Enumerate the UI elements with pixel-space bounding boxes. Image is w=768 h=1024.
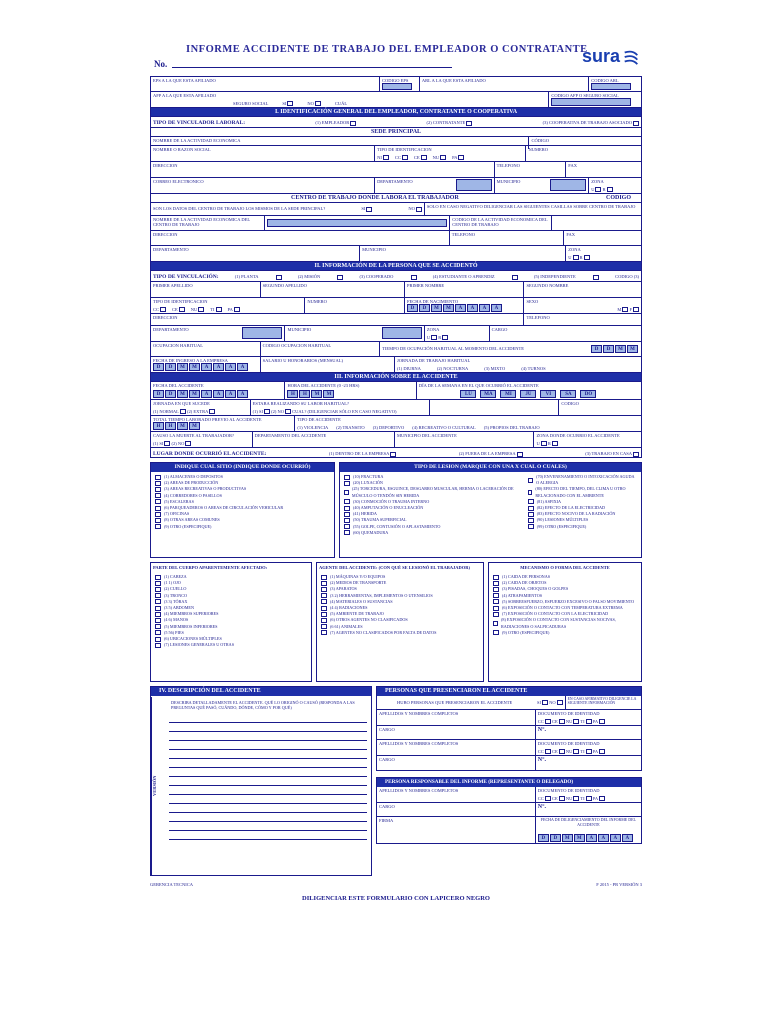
option-checkbox[interactable] [155,481,161,486]
option-checkbox[interactable] [155,630,161,635]
empleador-checkbox[interactable] [350,121,356,126]
list-item: (10) FRACTURA [344,474,520,480]
list-item: (6) UBICACIONES MÚLTIPLES [155,636,307,642]
option-checkbox[interactable] [321,599,327,604]
writing-line[interactable] [169,750,367,759]
writing-line[interactable] [169,714,367,723]
option-checkbox[interactable] [344,524,350,529]
list-item: (4 6) MANOS [155,617,307,623]
writing-line[interactable] [169,822,367,831]
option-checkbox[interactable] [155,593,161,598]
list-item: (83) EFECTO NOCIVO DE LA RADIACIÓN [528,511,637,517]
option-checkbox[interactable] [155,506,161,511]
lesion-list-2 [524,472,641,538]
writing-line[interactable] [169,804,367,813]
sura-logo-icon [622,48,640,66]
sede-principal-header: SEDE PRINCIPAL [150,128,642,137]
option-checkbox[interactable] [344,490,349,495]
header [150,40,642,76]
list-item: (6 61) ANIMALES [321,624,479,630]
option-checkbox[interactable] [155,524,161,529]
list-item: (80) EFECTO DEL TIEMPO, DEL CLIMA U OTRO RELACIONADO CON EL AMBIENTE [528,486,637,498]
lesion-header: TIPO DE LESION (MARQUE CON UNA X CUAL O CUALES) [340,463,641,472]
list-item: (55) GOLPE, CONTUSIÓN O APLASTAMIENTO [344,524,520,530]
list-item: (1) ALMACENES O DEPOSITOS [155,474,330,480]
list-item: (3 2) HERRAMIENTAS, IMPLEMENTOS O UTENSILIOS [321,593,479,599]
option-checkbox[interactable] [344,518,350,523]
list-item: (1) MÁQUINAS Y/O EQUIPOS [321,574,479,580]
list-item: (9) OTRO (ESPECIFIQUE) [493,630,637,636]
mecanismo-list [489,572,641,638]
list-item: (3 3) TÓRAX [155,599,307,605]
list-item: (7) EXPOSICIÓN O CONTACTO CON LA ELECTRICIDAD [493,611,637,617]
option-checkbox[interactable] [155,475,161,480]
eps-row: EPS A LA QUE ESTA AFILIADO CODIGO EPS ARL A LA QUE ESTA AFILIADO CODIGO ARL [150,76,642,92]
option-checkbox[interactable] [493,621,498,626]
footer-note: DILIGENCIAR ESTE FORMULARIO CON LAPICERO NEGRO [302,895,490,902]
cooperativa-checkbox[interactable] [633,121,639,126]
option-checkbox[interactable] [344,506,350,511]
option-checkbox[interactable] [493,587,499,592]
list-item: (5) MIEMBROS INFERIORES [155,624,307,630]
cod-eps-field[interactable] [382,83,412,90]
list-item: (1) CAIDA DE PERSONAS [493,574,637,580]
option-checkbox[interactable] [528,499,534,504]
option-checkbox[interactable] [493,581,499,586]
option-checkbox[interactable] [155,599,161,604]
option-checkbox[interactable] [493,630,499,635]
agente-list [317,572,483,638]
option-checkbox[interactable] [321,618,327,623]
writing-line[interactable] [169,723,367,732]
option-checkbox[interactable] [493,593,499,598]
list-item: (99) OTRO (ESPECIFIQUE) [528,524,637,530]
option-checkbox[interactable] [321,630,327,635]
list-item: (8) EXPOSICIÓN O CONTACTO CON SUSTANCIAS NOCIVAS, RADIACIONES O SALPICADURAS [493,617,637,629]
list-item: (3) AREAS RECREATIVAS O PRODUCTIVAS [155,486,330,492]
list-item: (5) AMBIENTE DE TRABAJO [321,611,479,617]
form-number-label: No. [154,59,168,69]
list-item: (3) APARATOS [321,586,479,592]
afp-row: AFP A LA QUE ESTA AFILIADO SEGURO SOCIAL SI NO CUÁL CODIGO AFP O SEGURO SOCIAL [150,92,642,108]
list-item: (7) LESIONES GENERALES U OTRAS [155,642,307,648]
writing-line[interactable] [169,741,367,750]
list-item: (82) EFECTO DE LA ELECTRICIDAD [528,505,637,511]
tipo-vinculador-row: TIPO DE VINCULADOR LABORAL: (1) EMPLEADOR (2) CONTRATANTE (3) COOPERATIVA DE TRABAJO ASOCIADO [150,117,642,128]
list-item: (41) HERIDA [344,511,520,517]
writing-line[interactable] [169,786,367,795]
writing-line[interactable] [169,732,367,741]
sura-logo: sura [582,46,640,67]
option-checkbox[interactable] [321,612,327,617]
list-item: (5) SOBREESFUERZO, ESFUERZO EXCESIVO O FALSO MOVIMIENTO [493,599,637,605]
option-checkbox[interactable] [321,593,327,598]
contratante-checkbox[interactable] [466,121,472,126]
option-checkbox[interactable] [155,499,161,504]
section-4-header: IV. DESCRIPCIÓN DEL ACCIDENTE [151,687,371,696]
list-item: (70) ENVENENAMIENTO O INTOXICACIÓN AGUDA O ALERGIA [528,474,637,486]
depto-field[interactable] [456,179,492,191]
form-number-line [172,67,452,68]
sitio-header: INDIQUE CUAL SITIO (INDIQUE DONDE OCURRIÓ) [151,463,334,472]
form-title: INFORME ACCIDENTE DE TRABAJO DEL EMPLEADOR O CONTRATANTE [186,44,588,55]
option-checkbox[interactable] [528,512,534,517]
option-checkbox[interactable] [155,624,161,629]
option-checkbox[interactable] [155,587,161,592]
personas-header: PERSONAS QUE PRESENCIARON EL ACCIDENTE [377,687,641,696]
writing-line[interactable] [169,813,367,822]
list-item: (2) CUELLO [155,586,307,592]
list-item: (1 1) OJO [155,580,307,586]
list-item: (40) AMPUTACIÓN O ENUCLEACIÓN [344,505,520,511]
list-item: (1) CABEZA [155,574,307,580]
option-checkbox[interactable] [493,575,499,580]
option-checkbox[interactable] [344,475,350,480]
list-item: (3) TRONCO [155,593,307,599]
option-checkbox[interactable] [528,524,534,529]
list-item: (6) EXPOSICIÓN O CONTACTO CON TEMPERATURA EXTREMA [493,605,637,611]
list-item: (60) QUEMADURA [344,530,520,536]
option-checkbox[interactable] [155,575,161,580]
list-item: (6) OTROS AGENTES NO CLASIFICADOS [321,617,479,623]
option-checkbox[interactable] [155,612,161,617]
cod-afp-field[interactable] [551,98,631,106]
option-checkbox[interactable] [321,606,327,611]
section-3-header: III. INFORMACIÓN SOBRE EL ACCIDENTE [150,373,642,382]
option-checkbox[interactable] [155,487,161,492]
option-checkbox[interactable] [528,490,533,495]
option-checkbox[interactable] [344,499,350,504]
description-lines[interactable] [151,714,371,840]
option-checkbox[interactable] [344,530,350,535]
lesion-list [340,472,524,538]
option-checkbox[interactable] [155,581,161,586]
list-item: (4) ATRAPAMIENTOS [493,593,637,599]
writing-line[interactable] [169,777,367,786]
list-item: (30) CONMOCIÓN O TRAUMA INTERNO [344,499,520,505]
list-item: (2) MEDIOS DE TRANSPORTE [321,580,479,586]
list-item: (8) OTRAS AREAS COMUNES [155,517,330,523]
option-checkbox[interactable] [155,512,161,517]
option-checkbox[interactable] [528,478,533,483]
list-item: (50) TRAUMA SUPERFICIAL [344,517,520,523]
section-2-header: II. INFORMACIÓN DE LA PERSONA QUE SE ACCIDENTÓ [150,262,642,271]
writing-line[interactable] [169,759,367,768]
list-item: (4) CORREDORES O PASILLOS [155,493,330,499]
list-item: (20) LUXACIÓN [344,480,520,486]
ss-si-checkbox[interactable] [287,101,293,106]
option-checkbox[interactable] [155,643,161,648]
writing-line[interactable] [169,768,367,777]
option-checkbox[interactable] [493,606,499,611]
descripcion-block: IV. DESCRIPCIÓN DEL ACCIDENTE DESCRIBA DETALLADAMENTE EL ACCIDENTE. QUÉ LO ORIGINÓ O CAUSÓ (RESPONDA A LAS PREGUNTAS QUÉ PASÓ, CUÁNDO, DÓNDE, CÓMO Y POR QUÉ) VERSIÓN PERSONAS QUE PRESENCIARON EL ACCIDENTE HUBO PERSONAS QUE PRESENCIARON EL ACCIDENTE SI NO EN CASO AFIRMATIVO DILIGENCIE LA SIGUIENTE INFORMACIÓN APELLIDOS Y NOMBRES COMPLETOS DOCUMENTO DE IDENTIDAD CC CE NU TI PA CARGO N°. APELLIDOS Y NOMBRES COMPLETOS DOCUMENTO DE IDENTIDAD CC CE NU TI PA CARGO N°. PERSONA RESPONSABLE DEL INFORME (REPRESENTANTE O DELEGADO) APELLIDOS Y NOMBRES COMPLETOS DOCUMENTO DE IDENTIDAD CC CE NU TI PA CARGO N°. FIRMA FECHA DE DILIGENCIAMIENTO DEL INFORME DEL ACCIDENTE D D M M A A A A [150,686,642,876]
option-checkbox[interactable] [155,606,161,611]
option-checkbox[interactable] [321,587,327,592]
list-item: (90) LESIONES MÚLTIPLES [528,517,637,523]
municipio-field[interactable] [550,179,586,191]
option-checkbox[interactable] [344,512,350,517]
list-item: (3) PISADAS, CHOQUES O GOLPES [493,586,637,592]
writing-line[interactable] [169,831,367,840]
list-item: (4) MATERIALES O SUSTANCIAS [321,599,479,605]
option-checkbox[interactable] [528,518,534,523]
option-checkbox[interactable] [155,493,161,498]
option-checkbox[interactable] [493,612,499,617]
list-item: (4) MIEMBROS SUPERIORES [155,611,307,617]
option-checkbox[interactable] [155,618,161,623]
cod-arl-field[interactable] [591,83,631,90]
list-item: (7) OFICINAS [155,511,330,517]
option-checkbox[interactable] [344,481,350,486]
option-checkbox[interactable] [528,506,534,511]
writing-line[interactable] [169,795,367,804]
centro-header: CENTRO DE TRABAJO DONDE LABORA EL TRABAJADOR CODIGO [150,194,642,203]
parte-list [151,572,311,650]
list-item: (3 5) ABDOMEN [155,605,307,611]
list-item: (5 56) PIES [155,630,307,636]
section-1-header: I. IDENTIFICACIÓN GENERAL DEL EMPLEADOR, CONTRATANTE O COOPERATIVA [150,108,642,117]
ss-no-checkbox[interactable] [315,101,321,106]
list-item: (5) ESCALERAS [155,499,330,505]
sitio-lesion-block [150,462,642,558]
list-item: (2) AREAS DE PRODUCCIÓN [155,480,330,486]
option-checkbox[interactable] [321,581,327,586]
footer: GERENCIA TECNICA F 2015 - PR VERSIÓN 3 [150,882,642,887]
list-item: (2) CAIDA DE OBJETOS [493,580,637,586]
option-checkbox[interactable] [493,599,499,604]
option-checkbox[interactable] [155,518,161,523]
list-item: (9) OTRO (ESPECIFIQUE) [155,524,330,530]
list-item: (81) ASFIXIA [528,499,637,505]
list-item: (25) TORCEDURA, ESGUINCE, DESGARRO MUSCULAR, HERNIA O LACERACIÓN DE MÚSCULO O TENDÓN SIN HERIDA [344,486,520,498]
option-checkbox[interactable] [155,637,161,642]
sitio-list [151,472,334,532]
responsable-header: PERSONA RESPONSABLE DEL INFORME (REPRESENTANTE O DELEGADO) [377,778,641,787]
option-checkbox[interactable] [321,624,327,629]
option-checkbox[interactable] [321,575,327,580]
list-item: (7) AGENTES NO CLASIFICADOS POR FALTA DE DATOS [321,630,479,636]
list-item: (6) PARQUEADEROS O AREAS DE CIRCULACIÓN VEHICULAR [155,505,330,511]
parte-agente-mecanismo: PARTE DEL CUERPO APARENTEMENTE AFECTADO: (1) CABEZA (1 1) OJO (2) CUELLO (3) TRONCO (3 3) TÓRAX (3 5) ABDOMEN (4) MIEMBROS SUPERIORES (4 6) MANOS (5) MIEMBROS INFERIORES (5 56) PIES (6) UBICACIONES MÚLTIPLES (7) LESIONES GENERALES U OTRAS AGENTE DEL ACCIDENTE: (CON QUÉ SE LESIONÓ EL TRABAJADOR) (1) MÁQUINAS Y/O EQUIPOS (2) MEDIOS DE TRANSPORTE (3) APARATOS (3 2) HERRAMIENTAS, IMPLEMENTOS O UTENSILIOS (4) MATERIALES O SUSTANCIAS (4 4) RADIACIONES (5) AMBIENTE DE TRABAJO (6) OTROS AGENTES NO CLASIFICADOS (6 61) ANIMALES (7) AGENTES NO CLASIFICADOS POR FALTA DE DATOS MECANISMO O FORMA DEL ACCIDENTE (1) CAIDA DE PERSONAS (2) CAIDA DE OBJETOS (3) PISADAS, CHOQUES O GOLPES (4) ATRAPAMIENTOS (5) SOBREESFUERZO, ESFUERZO EXCESIVO O FALSO MOVIMIENTO (6) EXPOSICIÓN O CONTACTO CON TEMPERATURA EXTREMA (7) EXPOSICIÓN O CONTACTO CON LA ELECTRICIDAD (8) EXPOSICIÓN O CONTACTO CON SUSTANCIAS NOCIVAS, RADIACIONES O SALPICADURAS (9) OTRO (ESPECIFIQUE) [150,562,642,682]
list-item: (4 4) RADIACIONES [321,605,479,611]
